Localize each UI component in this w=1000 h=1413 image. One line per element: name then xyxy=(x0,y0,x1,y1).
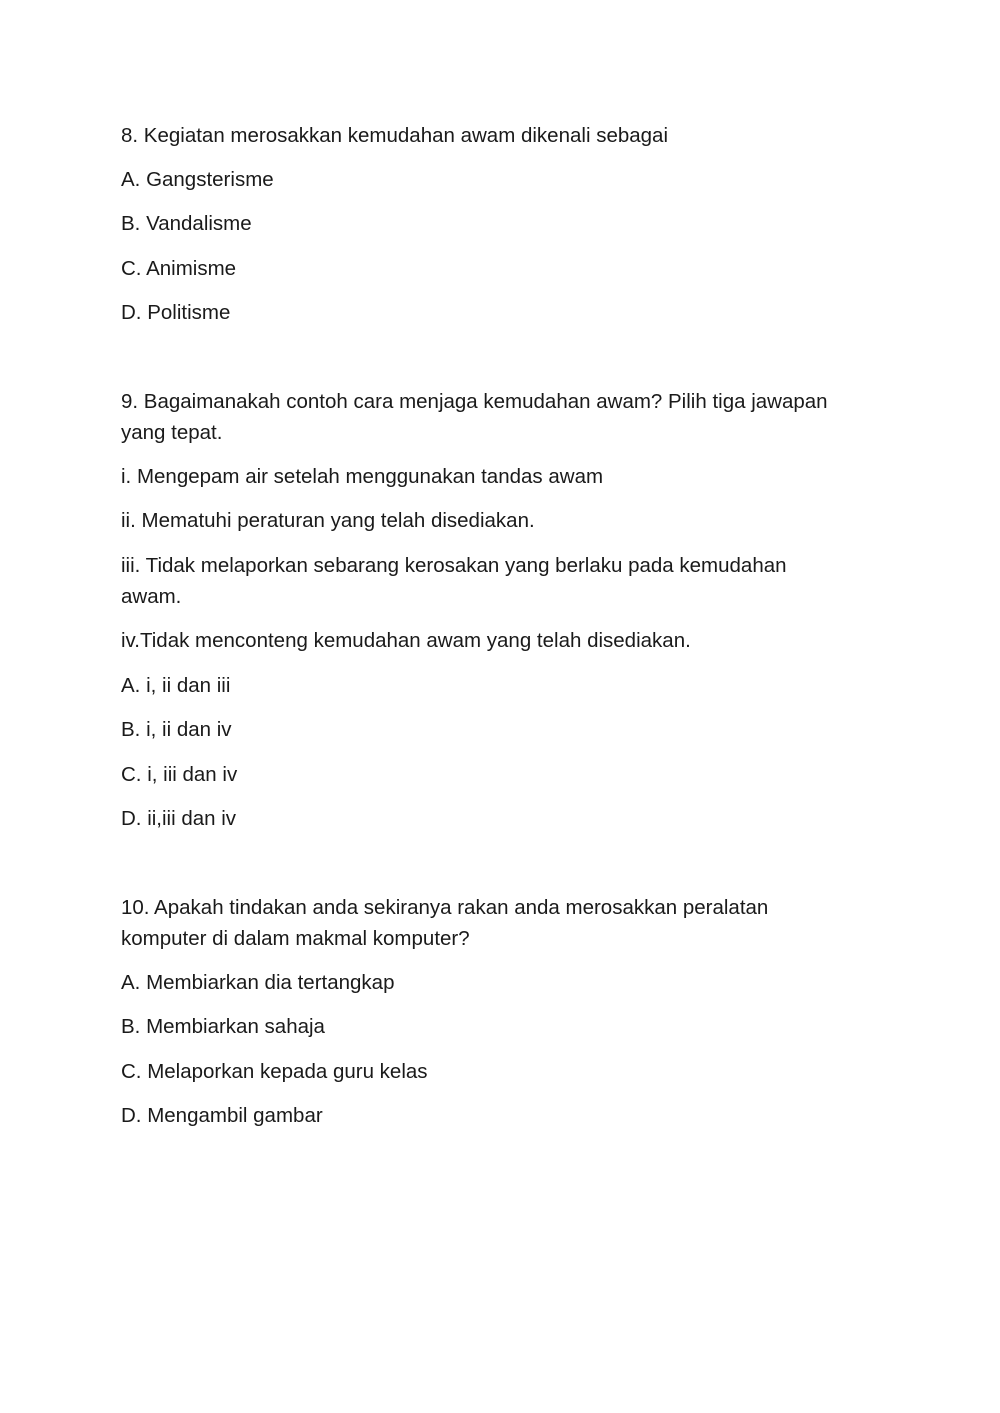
question-10-stem-line-2: komputer di dalam makmal komputer? xyxy=(121,927,470,950)
question-9-stem-line-1: 9. Bagaimanakah contoh cara menjaga kemudahan awam? Pilih tiga jawapan xyxy=(121,390,828,413)
question-9-statement-iii-cont: awam. xyxy=(121,585,182,608)
question-9-statement-iv: iv.Tidak menconteng kemudahan awam yang telah disediakan. xyxy=(121,629,691,652)
question-9-option-b: B. i, ii dan iv xyxy=(121,718,232,741)
question-10-option-d: D. Mengambil gambar xyxy=(121,1104,323,1127)
question-8-option-d: D. Politisme xyxy=(121,301,231,324)
question-8-option-c: C. Animisme xyxy=(121,257,237,280)
question-10-stem-line-1: 10. Apakah tindakan anda sekiranya rakan anda merosakkan peralatan xyxy=(121,896,769,919)
question-9-option-d: D. ii,iii dan iv xyxy=(121,807,237,830)
question-9-statement-i: i. Mengepam air setelah menggunakan tandas awam xyxy=(121,465,604,488)
question-10-option-b: B. Membiarkan sahaja xyxy=(121,1015,325,1038)
question-9-statement-ii: ii. Mematuhi peraturan yang telah disediakan. xyxy=(121,509,535,532)
question-9-statement-iii: iii. Tidak melaporkan sebarang kerosakan yang berlaku pada kemudahan xyxy=(121,554,787,577)
question-8-option-b: B. Vandalisme xyxy=(121,212,252,235)
question-10-option-c: C. Melaporkan kepada guru kelas xyxy=(121,1060,428,1083)
question-8-stem: 8. Kegiatan merosakkan kemudahan awam dikenali sebagai xyxy=(121,124,669,147)
question-10-option-a: A. Membiarkan dia tertangkap xyxy=(121,971,395,994)
question-9-option-c: C. i, iii dan iv xyxy=(121,763,238,786)
question-8-option-a: A. Gangsterisme xyxy=(121,168,274,191)
question-9-stem-line-2: yang tepat. xyxy=(121,421,223,444)
question-9-option-a: A. i, ii dan iii xyxy=(121,674,231,697)
